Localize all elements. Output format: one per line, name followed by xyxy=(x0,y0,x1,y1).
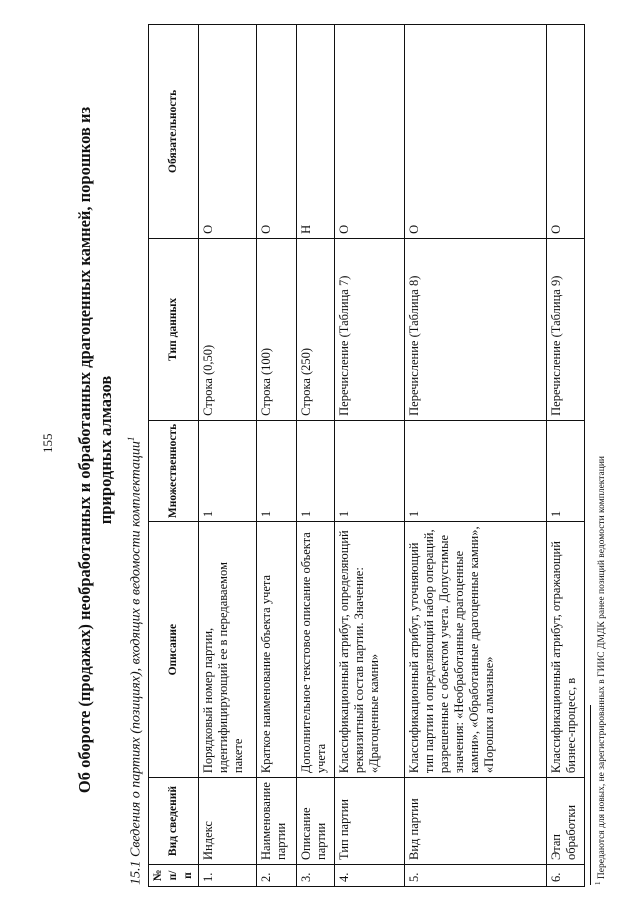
cell-kind: Тип партии xyxy=(335,778,405,865)
cell-multiplicity: 1 xyxy=(547,420,585,521)
footnote xyxy=(594,456,607,885)
header-required: Обязательность xyxy=(149,24,199,238)
caption-text: 15.1 Сведения о партиях (позициях), входящих в ведомости комплектации xyxy=(128,441,144,885)
cell-data-type: Строка (250) xyxy=(297,238,335,420)
cell-kind: Этап обработки xyxy=(547,778,585,865)
cell-num: 3. xyxy=(297,865,335,887)
cell-num: 1. xyxy=(199,865,257,887)
footnote-text: Передаются для новых, не зарегистрированных в ГИИС ДМДК ранее позиций ведомости комплектации xyxy=(597,455,608,880)
cell-required: Н xyxy=(297,24,335,238)
table-row xyxy=(405,24,547,886)
cell-multiplicity: 1 xyxy=(405,420,547,521)
table-row xyxy=(199,24,257,886)
cell-description: Классификационный атрибут, определяющий реквизитный состав партии. Значение: «Драгоценные камни» xyxy=(335,522,405,778)
table-row xyxy=(257,24,297,886)
cell-kind: Наименование партии xyxy=(257,778,297,865)
table-header-row xyxy=(149,24,199,886)
header-num: № п/п xyxy=(149,865,199,887)
header-kind: Вид сведений xyxy=(149,778,199,865)
footnote-divider xyxy=(590,705,591,885)
cell-required: О xyxy=(335,24,405,238)
header-data-type: Тип данных xyxy=(149,238,199,420)
cell-multiplicity: 1 xyxy=(199,420,257,521)
page-number: 155 xyxy=(40,433,55,453)
cell-kind: Вид партии xyxy=(405,778,547,865)
cell-kind: Описание партии xyxy=(297,778,335,865)
table-caption xyxy=(126,437,145,885)
cell-description: Краткое наименование объекта учета xyxy=(257,522,297,778)
cell-required: О xyxy=(547,24,585,238)
cell-num: 4. xyxy=(335,865,405,887)
caption-footnote-mark: 1 xyxy=(126,436,136,442)
cell-required: О xyxy=(405,24,547,238)
cell-description: Классификационный атрибут, уточняющий тип партии и определяющий набор операций, разрешенные с объектом учета. Допустимые значения: «Необработанные драгоценные камни», «Обработанные драгоценные камни», «Порошки алмазные» xyxy=(405,522,547,778)
header-multiplicity: Множественность xyxy=(149,420,199,521)
cell-description: Дополнительное текстовое описание объекта учета xyxy=(297,522,335,778)
data-table xyxy=(148,24,585,887)
table-row xyxy=(547,24,585,886)
cell-multiplicity: 1 xyxy=(335,420,405,521)
cell-data-type: Перечисление (Таблица 7) xyxy=(335,238,405,420)
footnote-mark: 1 xyxy=(594,881,602,885)
cell-description: Классификационный атрибут, отражающий бизнес-процесс, в xyxy=(547,522,585,778)
cell-num: 5. xyxy=(405,865,547,887)
cell-description: Порядковый номер партии, идентифицирующий ее в передаваемом пакете xyxy=(199,522,257,778)
table-row xyxy=(335,24,405,886)
cell-data-type: Строка (0,50) xyxy=(199,238,257,420)
cell-data-type: Перечисление (Таблица 8) xyxy=(405,238,547,420)
cell-num: 2. xyxy=(257,865,297,887)
cell-data-type: Строка (100) xyxy=(257,238,297,420)
cell-kind: Индекс xyxy=(199,778,257,865)
cell-required: О xyxy=(199,24,257,238)
cell-multiplicity: 1 xyxy=(297,420,335,521)
page-title: Об обороте (продажах) необработанных и обработанных драгоценных камней, порошков из природных алмазов xyxy=(75,106,115,794)
header-description: Описание xyxy=(149,522,199,778)
cell-multiplicity: 1 xyxy=(257,420,297,521)
cell-data-type: Перечисление (Таблица 9) xyxy=(547,238,585,420)
cell-num: 6. xyxy=(547,865,585,887)
table-row xyxy=(297,24,335,886)
cell-required: О xyxy=(257,24,297,238)
